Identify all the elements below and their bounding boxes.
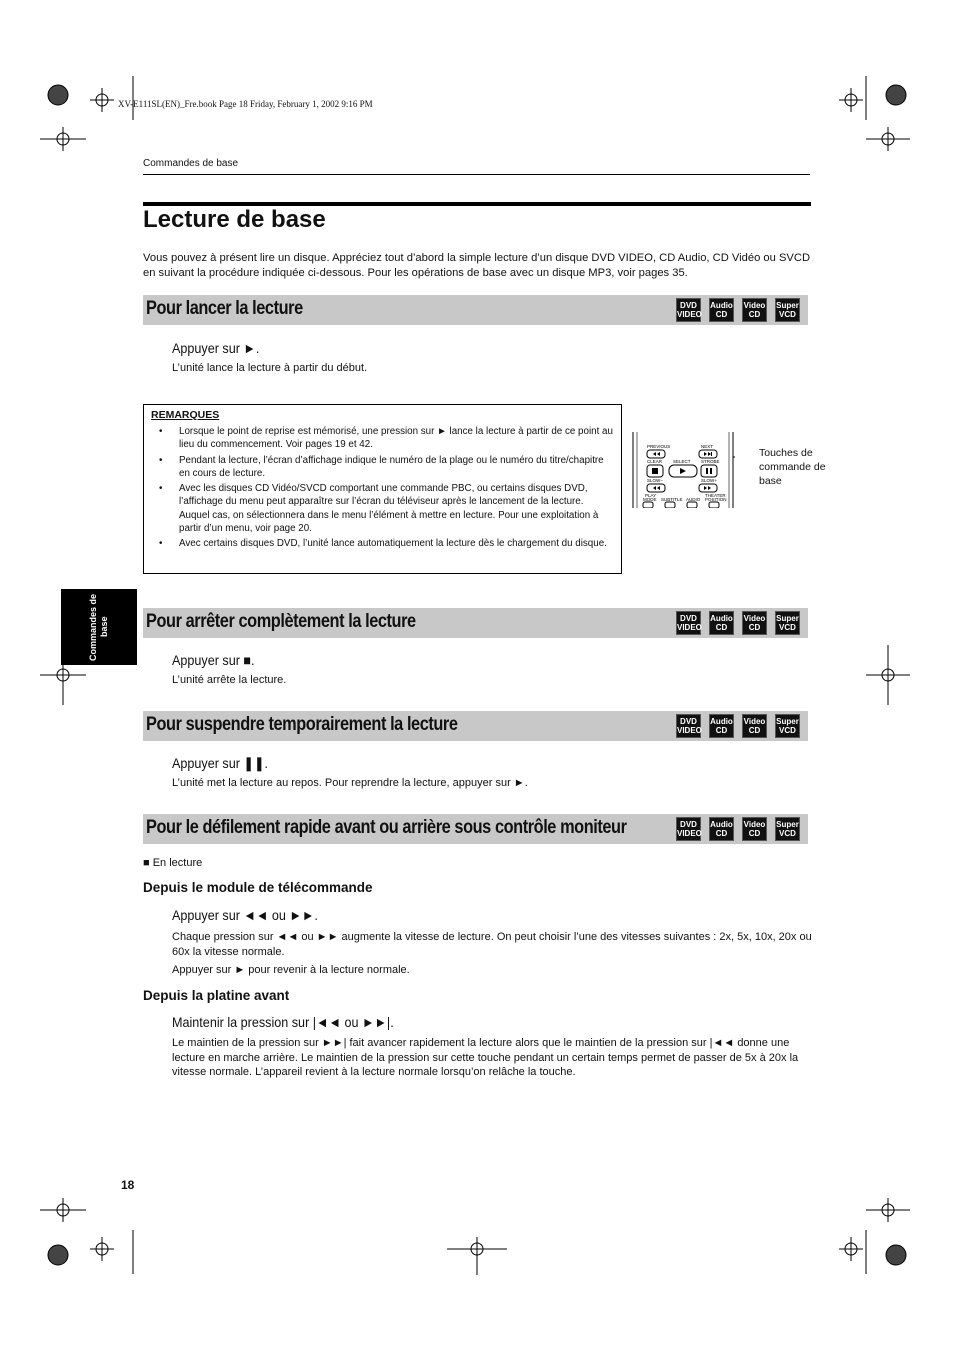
note-item: • Pendant la lecture, l’écran d’affichage indique le numéro de la plage ou le numéro du titre/chapitre en cours de lecture. xyxy=(179,454,615,481)
audio-cd-badge: Audio CD xyxy=(709,714,734,738)
remote-play-label: PLAY xyxy=(645,493,657,498)
remote-mode-label: MODE xyxy=(643,497,657,502)
remote-control-illustration xyxy=(631,432,735,508)
video-cd-badge: Video CD xyxy=(742,817,767,841)
scan-condition: ■ En lecture xyxy=(143,857,203,869)
remote-step: Appuyer sur ◄◄ ou ►►. xyxy=(172,907,318,923)
header-rule xyxy=(143,174,810,175)
section-scan-bar xyxy=(143,814,808,844)
running-head: Commandes de base xyxy=(143,158,239,169)
page-number: 18 xyxy=(121,1178,135,1192)
remote-clear-label: CLEAR xyxy=(647,459,663,464)
video-cd-badge: Video CD xyxy=(742,298,767,322)
remote-slow-minus-label: SLOW− xyxy=(647,478,663,483)
audio-cd-badge: Audio CD xyxy=(709,611,734,635)
super-vcd-badge: Super VCD xyxy=(775,298,800,322)
remote-caption: Touches de commande de base xyxy=(759,447,826,487)
note-item: • Lorsque le point de reprise est mémorisé, une pression sur ► lance la lecture à partir de ce point au lieu du commencement. Voir pages 19 et 42. xyxy=(179,425,615,452)
start-step: Appuyer sur ►. xyxy=(172,340,260,356)
video-cd-badge: Video CD xyxy=(742,611,767,635)
section-title: Pour le défilement rapide avant ou arrière sous contrôle moniteur xyxy=(146,817,627,838)
remote-strobe-label: STROBE xyxy=(701,459,720,464)
page-title: Lecture de base xyxy=(143,206,326,233)
dvd-video-badge: DVD VIDEO xyxy=(676,817,701,841)
chapter-tab-label: Commandes de base xyxy=(88,593,109,661)
disc-badges xyxy=(676,714,800,738)
remote-slow-plus-label: SLOW+ xyxy=(701,478,717,483)
remote-paragraph: Chaque pression sur ◄◄ ou ►► augmente la vitesse de lecture. On peut choisir l’une des vitesses suivantes : 2x, 5x, 10x, 20x ou 60x la vitesse normale. xyxy=(172,931,812,958)
remote-subtitle-label: SUBTITLE xyxy=(661,497,683,502)
disc-badges xyxy=(676,611,800,635)
print-info: XV-E111SL(EN)_Fre.book Page 18 Friday, February 1, 2002 9:16 PM xyxy=(118,99,373,109)
remote-subheading: Depuis le module de télécommande xyxy=(143,880,373,895)
remote-audio-label: AUDIO xyxy=(686,497,701,502)
stop-step: Appuyer sur ■. xyxy=(172,652,255,668)
section-pause-bar xyxy=(143,711,808,741)
section-title: Pour suspendre temporairement la lecture xyxy=(146,714,458,735)
front-step: Maintenir la pression sur |◄◄ ou ►►|. xyxy=(172,1014,394,1030)
notes-box xyxy=(143,404,622,574)
remote-select-label: SELECT xyxy=(673,459,691,464)
notes-title: REMARQUES xyxy=(151,409,220,421)
super-vcd-badge: Super VCD xyxy=(775,611,800,635)
remote-previous-label: PREVIOUS xyxy=(647,444,671,449)
audio-cd-badge: Audio CD xyxy=(709,298,734,322)
pause-step: Appuyer sur ❚❚. xyxy=(172,755,269,771)
note-item: • Avec certains disques DVD, l’unité lance automatiquement la lecture dès le chargement du disque. xyxy=(179,537,615,550)
audio-cd-badge: Audio CD xyxy=(709,817,734,841)
remote-theater-label: THEATER xyxy=(705,493,726,498)
dvd-video-badge: DVD VIDEO xyxy=(676,298,701,322)
front-subheading: Depuis la platine avant xyxy=(143,988,290,1003)
remote-return: Appuyer sur ► pour revenir à la lecture normale. xyxy=(172,964,410,976)
super-vcd-badge: Super VCD xyxy=(775,714,800,738)
chapter-tab xyxy=(61,589,137,665)
note-item: • Avec les disques CD Vidéo/SVCD comportant une commande PBC, ou certains disques DVD, l’affichage du menu peut apparaître sur l’écran du téléviseur après le lancement de la lecture. Auquel cas, on sélectionnera dans le menu l’élément à mettre en lecture. Pour une exploitation à partir d’un menu, voir page 20. xyxy=(179,482,615,535)
dvd-video-badge: DVD VIDEO xyxy=(676,714,701,738)
front-paragraph: Le maintien de la pression sur ►►| fait avancer rapidement la lecture alors que le maintien de la pression sur |◄◄ donne une lecture en marche arrière. Le maintien de la pression sur cette touche pendant un certain temps permet de passer de 5x à 20x la vitesse normale. L’appareil revient à la lecture normale lorsqu’on relâche la touche. xyxy=(172,1037,799,1078)
section-title: Pour arrêter complètement la lecture xyxy=(146,611,416,632)
remote-next-label: NEXT xyxy=(701,444,714,449)
remote-position-label: POSITION xyxy=(705,497,727,502)
notes-list xyxy=(144,425,621,553)
pause-result: L’unité met la lecture au repos. Pour reprendre la lecture, appuyer sur ►. xyxy=(172,777,528,789)
disc-badges xyxy=(676,817,800,841)
intro-paragraph: Vous pouvez à présent lire un disque. Appréciez tout d’abord la simple lecture d’un disque DVD VIDEO, CD Audio, CD Vidéo ou SVCD en suivant la procédure indiquée ci-dessous. Pour les opérations de base avec un disque MP3, voir pages 35. xyxy=(143,252,811,279)
video-cd-badge: Video CD xyxy=(742,714,767,738)
section-stop-bar xyxy=(143,608,808,638)
section-title: Pour lancer la lecture xyxy=(146,298,303,319)
disc-badges xyxy=(676,298,800,322)
stop-result: L’unité arrête la lecture. xyxy=(172,674,287,686)
start-result: L’unité lance la lecture à partir du début. xyxy=(172,362,368,374)
super-vcd-badge: Super VCD xyxy=(775,817,800,841)
section-start-bar xyxy=(143,295,808,325)
dvd-video-badge: DVD VIDEO xyxy=(676,611,701,635)
